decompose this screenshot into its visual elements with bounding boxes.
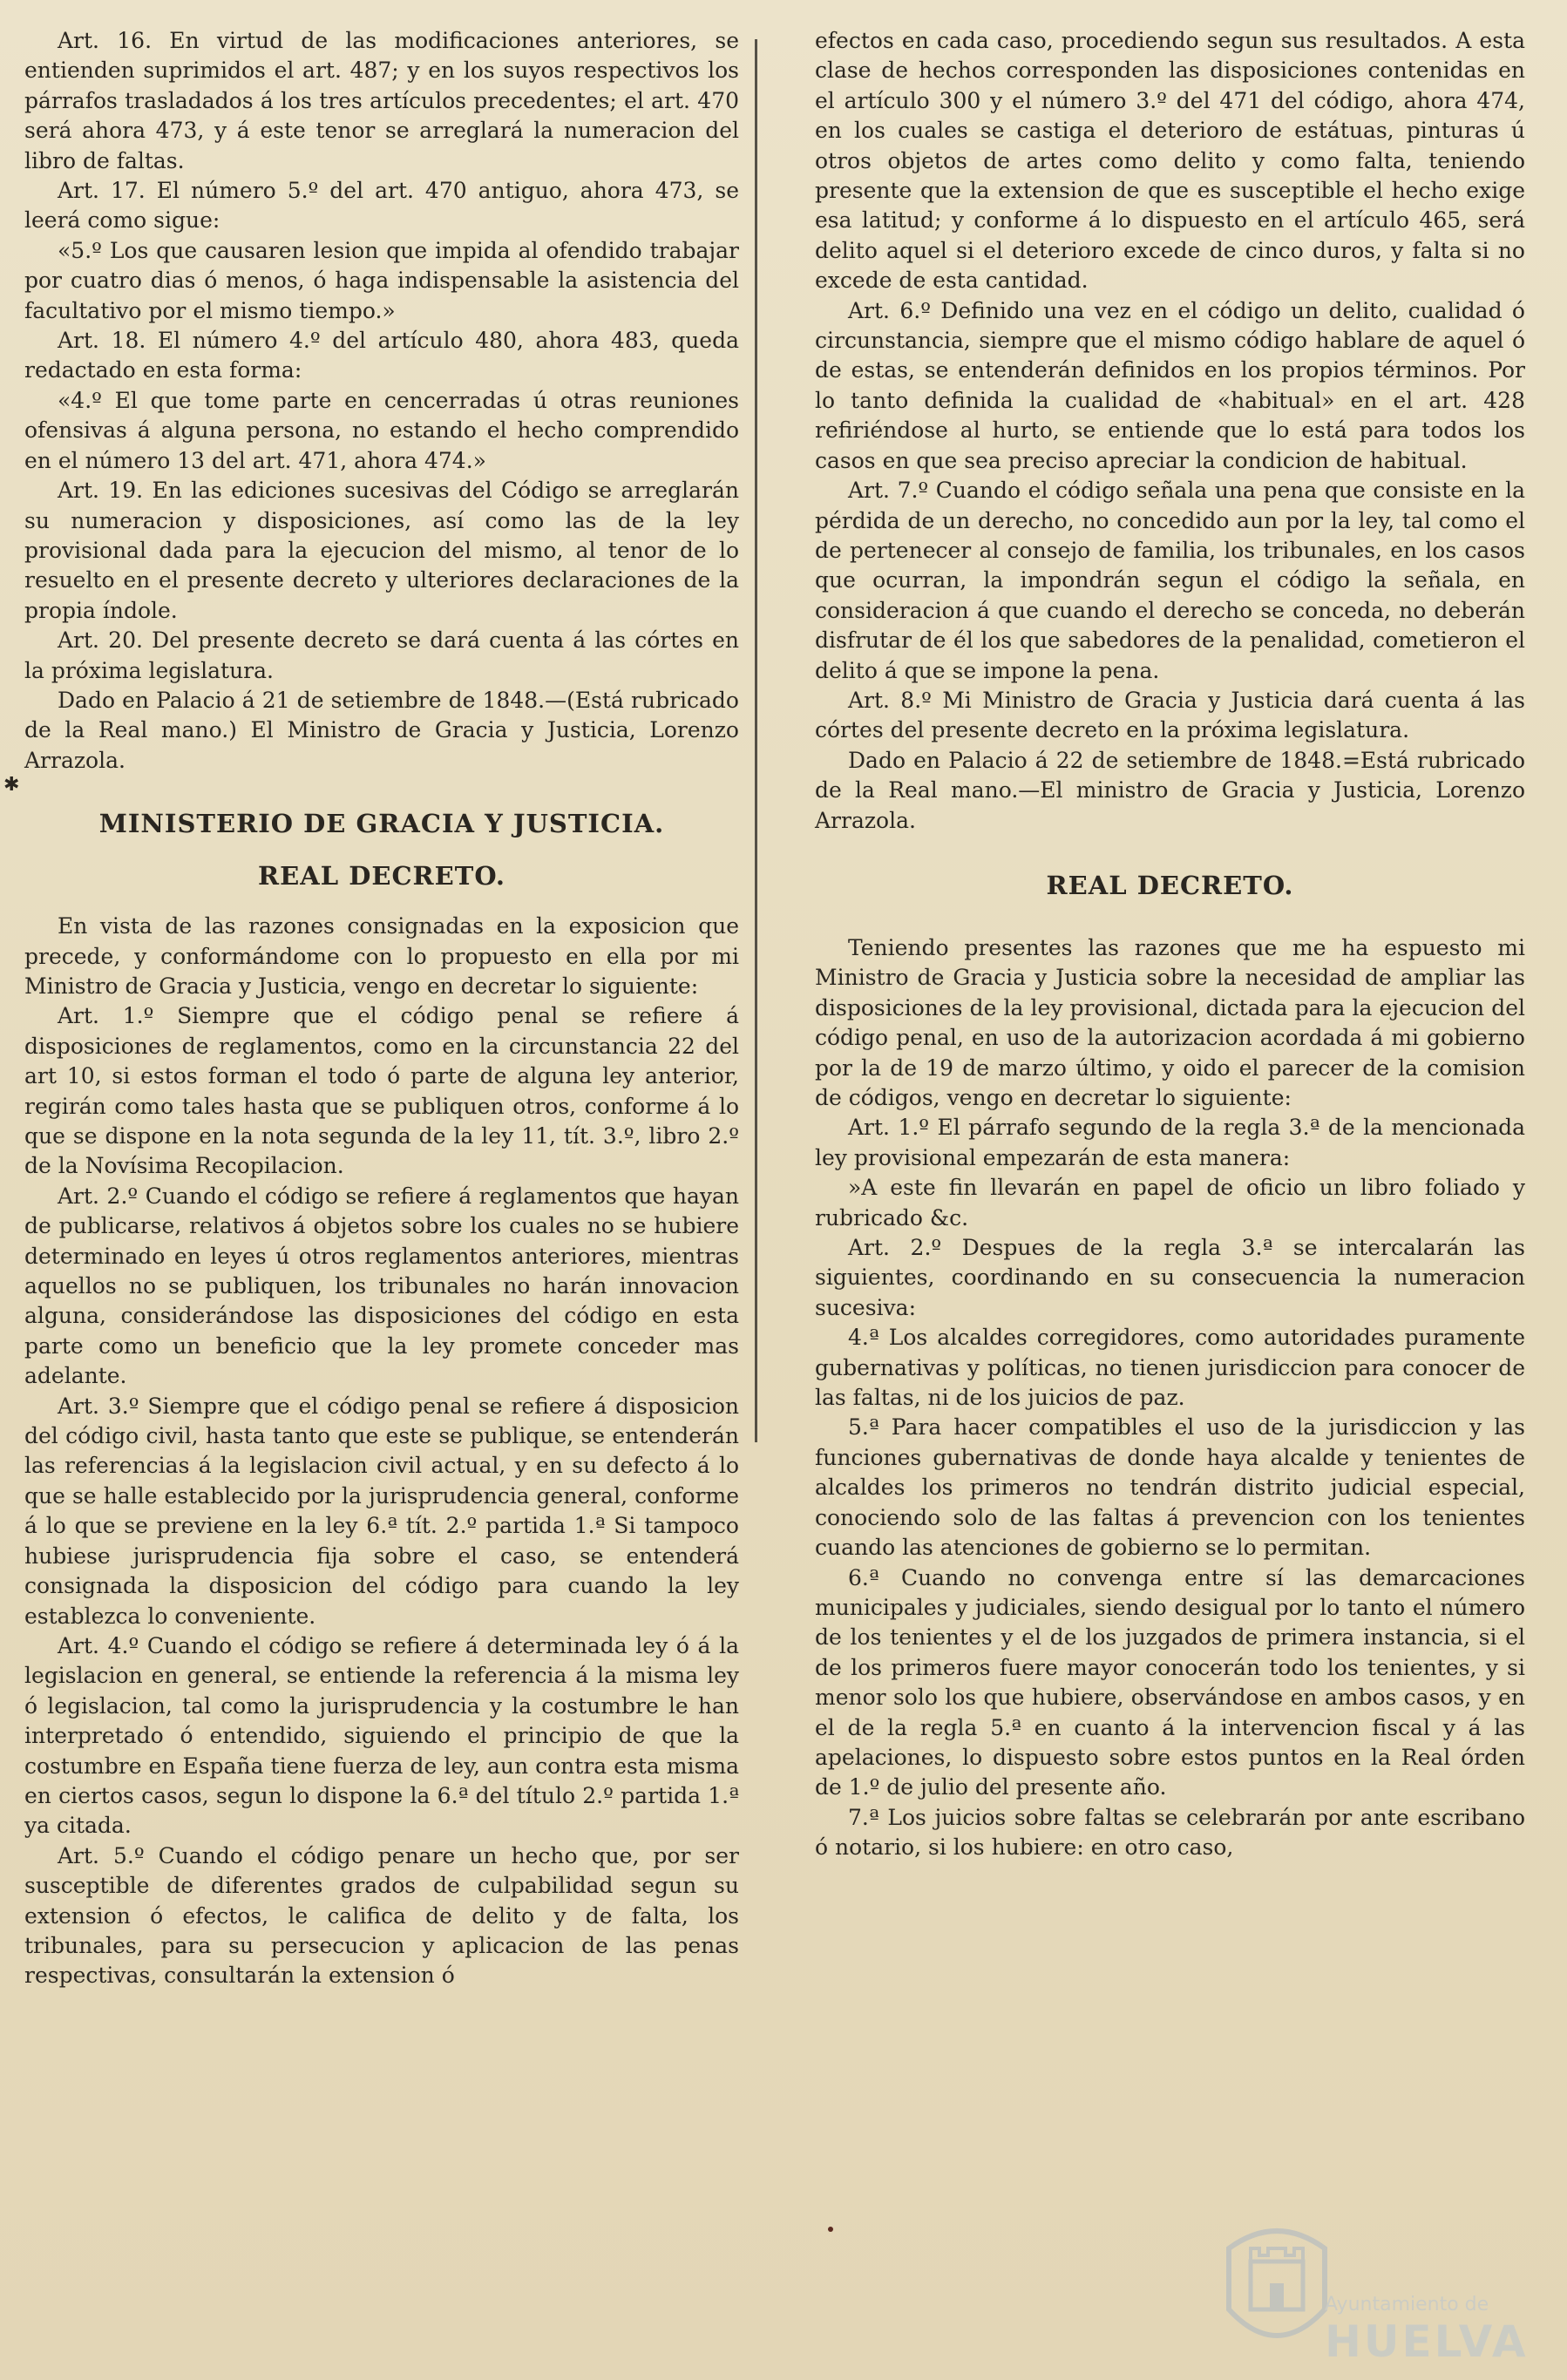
paragraph: Art. 3.º Siempre que el código penal se refiere á disposicion del código civil, hasta tanto que este se publique, se entenderán las referencias á la legislacion civil actual, y en su defecto á lo que se halle establecido por la jurisprudencia general, conforme á lo que se previene en la ley 6.ª tít. 2.º partida 1.ª Si tampoco hubiese jurisprudencia fija sobre el caso, se entenderá consignada la disposicion del código para cuando la ley establezca lo conveniente. — [24, 1393, 739, 1629]
paragraph: »A este fin llevarán en papel de oficio un libro foliado y rubricado &c. — [815, 1175, 1525, 1231]
paragraph: Art. 6.º Definido una vez en el código un delito, cualidad ó circunstancia, siempre que el mismo código hablare de aquel ó de estas, se entenderán definidos en los propios términos. Por lo tanto definida la cualidad de «habitual» en el art. 428 refiriéndose al hurto, se entiende que lo está para todos los casos en que sea preciso apreciar la condicion de habitual. — [815, 297, 1525, 473]
left-column — [24, 26, 739, 1991]
paragraph: Teniendo presentes las razones que me ha espuesto mi Ministro de Gracia y Justicia sobre la necesidad de ampliar las disposiciones de la ley provisional, dictada para la ejecucion del código penal, en uso de la autorizacion acordada á mi gobierno por la de 19 de marzo último, y oido el parecer de la comision de códigos, vengo en decretar lo siguiente: — [815, 934, 1525, 1110]
ministry-heading: MINISTERIO DE GRACIA Y JUSTICIA. — [98, 809, 665, 839]
paragraph: Art. 1.º Siempre que el código penal se refiere á disposiciones de reglamentos, como en la circunstancia 22 del art 10, si estos forman el todo ó parte de alguna ley anterior, regirán como tales hasta que se publiquen otros, conforme á lo que se dispone en la nota segunda de la ley 11, tít. 3.º, libro 2.º de la Novísima Recopilacion. — [24, 1003, 739, 1179]
paragraph: En vista de las razones consignadas en la exposicion que precede, y conformándome con lo propuesto en ella por mi Ministro de Gracia y Justicia, vengo en decretar lo siguiente: — [24, 913, 739, 999]
paragraph: Art. 16. En virtud de las modificaciones anteriores, se entienden suprimidos el art. 487; y en los suyos respectivos los párrafos trasladados á los tres artículos precedentes; el art. 470 será ahora 473, y á este tenor se arreglará la numeracion del libro de faltas. — [24, 28, 739, 173]
paragraph: Art. 2.º Cuando el código se refiere á reglamentos que hayan de publicarse, relativos á objetos sobre los cuales no se hubiere determinado en leyes ú otros reglamentos anteriores, mientras aquellos no se publiquen, los tribunales no harán innovacion alguna, considerándose las disposiciones del código en esta parte como un beneficio que la ley promete conceder mas adelante. — [24, 1183, 739, 1389]
paragraph: Art. 5.º Cuando el código penare un hecho que, por ser susceptible de diferentes grados de culpabilidad segun su extension ó efectos, le califica de delito y de falta, los tribunales, para su persecucion y aplicacion de las penas respectivas, consultarán la extension ó — [24, 1842, 739, 1989]
paragraph: Art. 7.º Cuando el código señala una pena que consiste en la pérdida de un derecho, no concedido aun por la ley, tal como el de pertenecer al consejo de familia, los tribunales, en los casos que ocurran, la impondrán segun el código la señala, en consideracion á que cuando el derecho se conceda, no deberán disfrutar de él los que sabedores de la penalidad, cometieron el delito á que se impone la pena. — [815, 478, 1525, 683]
paragraph: «5.º Los que causaren lesion que impida al ofendido trabajar por cuatro dias ó menos, ó haga indispensable la asistencia del facultativo por el mismo tiempo.» — [24, 237, 739, 323]
column-divider — [755, 39, 757, 1442]
paragraph: Art. 8.º Mi Ministro de Gracia y Justicia dará cuenta á las córtes del presente decreto en la próxima legislatura. — [815, 687, 1525, 743]
ink-dot — [828, 2227, 833, 2232]
paragraph: Dado en Palacio á 22 de setiembre de 1848.=Está rubricado de la Real mano.—El ministro de Gracia y Justicia, Lorenzo Arrazola. — [815, 747, 1525, 833]
paragraph: Dado en Palacio á 21 de setiembre de 1848.—(Está rubricado de la Real mano.) El Ministro de Gracia y Justicia, Lorenzo Arrazola. — [24, 687, 739, 773]
city-seal-icon — [1211, 2214, 1342, 2362]
paragraph: Art. 18. El número 4.º del artículo 480, ahora 483, queda redactado en esta forma: — [24, 328, 739, 383]
watermark — [1211, 2214, 1543, 2370]
watermark-line1: Ayuntamiento de — [1325, 2294, 1489, 2316]
watermark-line2: HUELVA — [1325, 2316, 1529, 2367]
paragraph: Art. 2.º Despues de la regla 3.ª se intercalarán las siguientes, coordinando en su consecuencia la numeracion sucesiva: — [815, 1235, 1525, 1320]
paragraph: «4.º El que tome parte en cencerradas ú otras reuniones ofensivas á alguna persona, no estando el hecho comprendido en el número 13 del art. 471, ahora 474.» — [24, 387, 739, 473]
paragraph: Art. 20. Del presente decreto se dará cuenta á las córtes en la próxima legislatura. — [24, 627, 739, 683]
decree-heading: REAL DECRETO. — [1046, 870, 1294, 900]
paragraph: Art. 1.º El párrafo segundo de la regla 3.ª de la mencionada ley provisional empezarán de esta manera: — [815, 1115, 1525, 1170]
decree-heading: REAL DECRETO. — [258, 861, 505, 892]
paragraph: efectos en cada caso, procediendo segun sus resultados. A esta clase de hechos corresponden las disposiciones contenidas en el artículo 300 y el número 3.º del 471 del código, ahora 474, en los cuales se castiga el deterioro de estátuas, pinturas ú otros objetos de artes como delito y como falta, teniendo presente que la extension de que es susceptible el hecho exige esa latitud; y conforme á lo dispuesto en el artículo 465, será delito aquel si el deterioro excede de cinco duros, y falta si no excede de esta cantidad. — [815, 28, 1525, 294]
right-column — [815, 26, 1525, 1863]
star-mark-icon: ✱ — [3, 774, 20, 796]
paragraph: 4.ª Los alcaldes corregidores, como autoridades puramente gubernativas y políticas, no tienen jurisdiccion para conocer de las faltas, ni de los juicios de paz. — [815, 1325, 1525, 1411]
paragraph: 5.ª Para hacer compatibles el uso de la jurisdiccion y las funciones gubernativas de donde haya alcalde y tenientes de alcaldes los primeros no tendrán distrito judicial especial, conociendo solo de las faltas á prevencion con los tenientes cuando las atenciones de gobierno se lo permitan. — [815, 1414, 1525, 1561]
paragraph: 7.ª Los juicios sobre faltas se celebrarán por ante escribano ó notario, si los hubiere: en otro caso, — [815, 1804, 1525, 1861]
paragraph: Art. 17. El número 5.º del art. 470 antiguo, ahora 473, se leerá como sigue: — [24, 178, 739, 234]
paragraph: Art. 4.º Cuando el código se refiere á determinada ley ó á la legislacion en general, se entiende la referencia á la misma ley ó legislacion, tal como la jurisprudencia y la costumbre le han interpretado ó entendido, siguiendo el principio de que la costumbre en España tiene fuerza de ley, aun contra esta misma en ciertos casos, segun lo dispone la 6.ª del título 2.º partida 1.ª ya citada. — [24, 1632, 739, 1839]
paragraph: 6.ª Cuando no convenga entre sí las demarcaciones municipales y judiciales, siendo desigual por lo tanto el número de los tenientes y el de los juzgados de primera instancia, si el de los primeros fuere mayor conocerán todo los tenientes, y si menor solo los que hubiere, observándose en ambos casos, y en el de la regla 5.ª en cuanto á la intervencion fiscal y á las apelaciones, lo dispuesto sobre estos puntos en la Real órden de 1.º de julio del presente año. — [815, 1564, 1525, 1800]
paragraph: Art. 19. En las ediciones sucesivas del Código se arreglarán su numeracion y disposiciones, así como las de la ley provisional dada para la ejecucion del mismo, al tenor de lo resuelto en el presente decreto y ulteriores declaraciones de la propia índole. — [24, 478, 739, 623]
